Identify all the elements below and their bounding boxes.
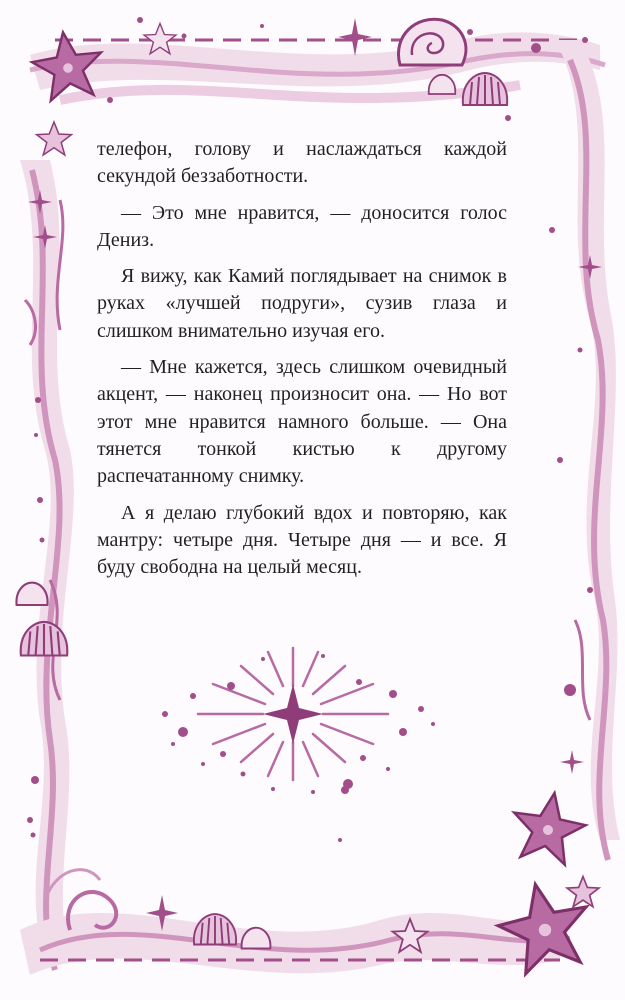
- paragraph: — Мне кажется, здесь слишком очевидный акцент, — наконец произносит она. — Но вот этот мне нравится намного больше. — Она тянется тонкой кистью к другому распечатанному снимку.: [97, 356, 507, 488]
- starfish-icon: [507, 787, 590, 867]
- right-ribbon: [555, 40, 620, 860]
- paragraph: — Это мне нравится, — доносится голос Дениз.: [97, 201, 507, 251]
- seashell-icon: [16, 583, 47, 605]
- starburst-ornament: [162, 648, 435, 794]
- paragraph: А я делаю глубокий вдох и повторяю, как мантру: четыре дня. Четыре дня — и все. Я буду свободна на целый месяц.: [97, 501, 507, 579]
- starfish-icon: [37, 122, 72, 155]
- bottom-ribbon: [20, 870, 570, 975]
- paragraph: Я вижу, как Камий поглядывает на снимок в руках «лучшей подруги», сузив глаза и слишком внимательно изучая его.: [97, 265, 507, 342]
- seashell-icon: [463, 73, 507, 105]
- nautilus-shell-icon: [398, 19, 465, 65]
- starfish-icon: [567, 877, 599, 907]
- left-ribbon: [20, 160, 74, 970]
- top-ribbon: [30, 29, 605, 100]
- seashell-icon: [194, 914, 236, 944]
- paragraph: телефон, голову и наслаждаться каждой секундой беззаботности.: [97, 138, 507, 188]
- body-text: [97, 136, 507, 590]
